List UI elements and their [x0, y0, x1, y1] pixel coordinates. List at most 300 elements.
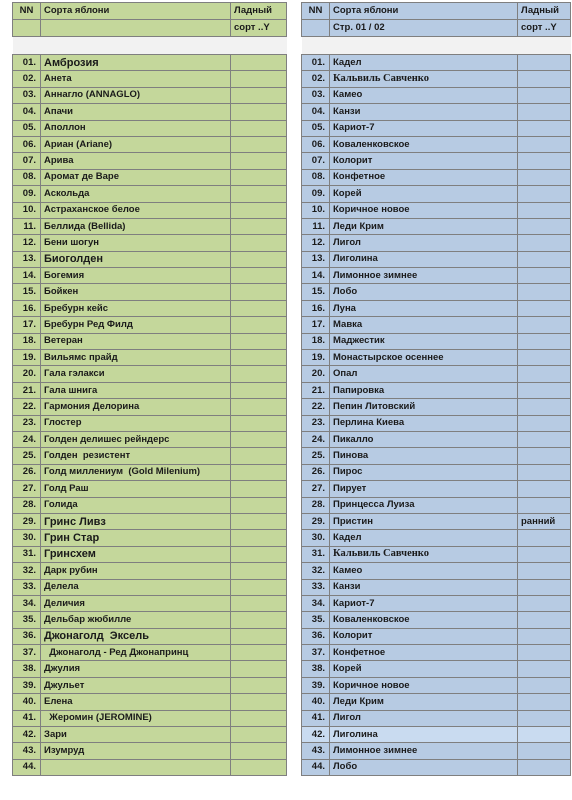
variety-name: Пирует: [330, 481, 518, 497]
table-row: [302, 759, 571, 775]
variety-note: [518, 595, 571, 611]
table-row: [302, 464, 571, 480]
variety-note: [518, 612, 571, 628]
variety-note: [518, 546, 571, 562]
table-row: [302, 481, 571, 497]
row-number: 01.: [13, 55, 41, 71]
table-row: [302, 202, 571, 218]
table-row: [13, 104, 287, 120]
table-row: [302, 169, 571, 185]
table-row: [13, 186, 287, 202]
variety-name: Вильямс прайд: [41, 350, 231, 366]
variety-note: [518, 235, 571, 251]
variety-note: [518, 579, 571, 595]
row-number: 40.: [13, 694, 41, 710]
right-header-title: Сорта яблони: [330, 3, 518, 20]
variety-note: [231, 645, 287, 661]
table-row: [302, 743, 571, 759]
variety-name: Дельбар жюбилле: [41, 612, 231, 628]
variety-note: [231, 431, 287, 447]
variety-note: [231, 694, 287, 710]
variety-name: Аромат де Варе: [41, 169, 231, 185]
left-varieties-table: [12, 2, 287, 776]
variety-note: [231, 350, 287, 366]
row-number: 41.: [13, 710, 41, 726]
table-row: [302, 300, 571, 316]
variety-name: Анета: [41, 71, 231, 87]
variety-name: Мавка: [330, 317, 518, 333]
row-number: 15.: [13, 284, 41, 300]
variety-name: Камео: [330, 87, 518, 103]
row-number: 39.: [302, 677, 330, 693]
variety-note: [231, 333, 287, 349]
table-row: [302, 333, 571, 349]
right-spacer-row: [302, 37, 571, 55]
table-row: [13, 218, 287, 234]
variety-name: Беллида (Bellida): [41, 218, 231, 234]
variety-name: Кальвиль Савченко: [330, 546, 518, 562]
variety-name: Леди Крим: [330, 694, 518, 710]
row-number: 16.: [302, 300, 330, 316]
table-row: [13, 136, 287, 152]
row-number: 09.: [302, 186, 330, 202]
variety-name: Коваленковское: [330, 612, 518, 628]
row-number: 01.: [302, 55, 330, 71]
row-number: 18.: [13, 333, 41, 349]
variety-note: [518, 169, 571, 185]
table-row: [302, 415, 571, 431]
variety-note: [231, 415, 287, 431]
variety-name: Лигол: [330, 235, 518, 251]
variety-name: Голида: [41, 497, 231, 513]
variety-note: [518, 677, 571, 693]
right-header-row-2: [302, 20, 571, 37]
table-row: [302, 399, 571, 415]
table-row: [13, 153, 287, 169]
row-number: 08.: [302, 169, 330, 185]
table-row: [13, 317, 287, 333]
variety-name: Елена: [41, 694, 231, 710]
variety-name: Принцесса Луиза: [330, 497, 518, 513]
variety-name: Пикалло: [330, 431, 518, 447]
variety-name: Грин Стар: [41, 530, 231, 546]
variety-name: Джульет: [41, 677, 231, 693]
variety-name: Лиголина: [330, 727, 518, 743]
row-number: 37.: [13, 645, 41, 661]
table-row: [302, 694, 571, 710]
variety-name: Аполлон: [41, 120, 231, 136]
table-row: [13, 563, 287, 579]
variety-note: [518, 743, 571, 759]
table-row: [302, 595, 571, 611]
table-row: [302, 186, 571, 202]
variety-note: [231, 218, 287, 234]
table-row: [302, 530, 571, 546]
row-number: 34.: [13, 595, 41, 611]
variety-name: Бребурн кейс: [41, 300, 231, 316]
table-row: [13, 399, 287, 415]
variety-name: Маджестик: [330, 333, 518, 349]
right-header-sub: Стр. 01 / 02: [330, 20, 518, 37]
variety-name: Перлина Киева: [330, 415, 518, 431]
table-row: [13, 497, 287, 513]
variety-note: [231, 546, 287, 562]
left-header-title: Сорта яблони: [41, 3, 231, 20]
left-header-sub: [41, 20, 231, 37]
variety-name: Кариот-7: [330, 120, 518, 136]
row-number: 11.: [13, 218, 41, 234]
variety-note: [231, 300, 287, 316]
right-header-col3-line1: Ладный: [518, 3, 571, 20]
variety-note: [231, 513, 287, 529]
row-number: 30.: [302, 530, 330, 546]
variety-note: [518, 530, 571, 546]
variety-note: [518, 727, 571, 743]
table-row: [13, 284, 287, 300]
variety-note: [518, 104, 571, 120]
variety-note: [231, 595, 287, 611]
variety-name: Коваленковское: [330, 136, 518, 152]
row-number: 12.: [302, 235, 330, 251]
row-number: 35.: [13, 612, 41, 628]
table-row: [13, 431, 287, 447]
variety-name: Голд миллениум (Gold Milenium): [41, 464, 231, 480]
row-number: 28.: [13, 497, 41, 513]
variety-name: Колорит: [330, 153, 518, 169]
variety-name: Делела: [41, 579, 231, 595]
row-number: 35.: [302, 612, 330, 628]
row-number: 30.: [13, 530, 41, 546]
table-row: [302, 55, 571, 71]
table-row: [302, 563, 571, 579]
table-row: [302, 497, 571, 513]
variety-note: [231, 464, 287, 480]
row-number: 33.: [13, 579, 41, 595]
right-table-body: [302, 3, 571, 776]
table-row: [302, 382, 571, 398]
variety-note: [518, 759, 571, 775]
table-row: [13, 694, 287, 710]
variety-name: Деличия: [41, 595, 231, 611]
table-row: [302, 284, 571, 300]
variety-name: Колорит: [330, 628, 518, 644]
variety-name: Голден делишес рейндерс: [41, 431, 231, 447]
variety-name: Бребурн Ред Филд: [41, 317, 231, 333]
row-number: 18.: [302, 333, 330, 349]
variety-name: Бойкен: [41, 284, 231, 300]
variety-note: [231, 612, 287, 628]
row-number: 37.: [302, 645, 330, 661]
variety-note: [231, 87, 287, 103]
variety-name: Изумруд: [41, 743, 231, 759]
variety-note: [231, 235, 287, 251]
row-number: 06.: [302, 136, 330, 152]
variety-name: Джулия: [41, 661, 231, 677]
variety-note: ранний: [518, 513, 571, 529]
row-number: 39.: [13, 677, 41, 693]
variety-name: Ариан (Ariane): [41, 136, 231, 152]
variety-note: [518, 186, 571, 202]
variety-note: [231, 71, 287, 87]
variety-name: Пепин Литовский: [330, 399, 518, 415]
table-row: [302, 87, 571, 103]
variety-name: Голд Раш: [41, 481, 231, 497]
variety-note: [231, 136, 287, 152]
table-row: [13, 333, 287, 349]
row-number: 29.: [13, 513, 41, 529]
variety-note: [231, 317, 287, 333]
table-row: [13, 677, 287, 693]
variety-note: [231, 530, 287, 546]
row-number: 17.: [302, 317, 330, 333]
table-row: [13, 448, 287, 464]
row-number: 25.: [13, 448, 41, 464]
row-number: 06.: [13, 136, 41, 152]
table-row: [13, 382, 287, 398]
variety-note: [518, 448, 571, 464]
variety-note: [231, 153, 287, 169]
variety-name: Гармония Делорина: [41, 399, 231, 415]
row-number: 33.: [302, 579, 330, 595]
row-number: 40.: [302, 694, 330, 710]
table-row: [13, 579, 287, 595]
row-number: 07.: [13, 153, 41, 169]
variety-note: [518, 87, 571, 103]
table-row: [13, 366, 287, 382]
left-table-body: [13, 3, 287, 776]
table-row: [13, 415, 287, 431]
variety-note: [518, 431, 571, 447]
variety-name: Лобо: [330, 759, 518, 775]
right-varieties-table: [301, 2, 571, 776]
variety-note: [518, 497, 571, 513]
table-row: [302, 218, 571, 234]
table-row: [13, 202, 287, 218]
variety-note: [518, 284, 571, 300]
table-row: [302, 104, 571, 120]
table-row: [13, 759, 287, 775]
variety-note: [518, 136, 571, 152]
variety-name: Богемия: [41, 268, 231, 284]
row-number: 16.: [13, 300, 41, 316]
row-number: 12.: [13, 235, 41, 251]
variety-note: [518, 694, 571, 710]
variety-note: [518, 661, 571, 677]
variety-note: [231, 497, 287, 513]
variety-note: [518, 645, 571, 661]
variety-note: [231, 481, 287, 497]
row-number: 08.: [13, 169, 41, 185]
table-row: [13, 612, 287, 628]
variety-note: [231, 382, 287, 398]
table-row: [13, 300, 287, 316]
variety-note: [231, 202, 287, 218]
variety-note: [518, 120, 571, 136]
table-row: [302, 645, 571, 661]
variety-note: [518, 481, 571, 497]
variety-note: [231, 579, 287, 595]
table-row: [13, 169, 287, 185]
variety-name: Биоголден: [41, 251, 231, 267]
variety-note: [231, 710, 287, 726]
variety-name: Корей: [330, 186, 518, 202]
table-row: [302, 710, 571, 726]
table-row: [302, 612, 571, 628]
variety-name: Коричное новое: [330, 202, 518, 218]
table-row: [13, 87, 287, 103]
row-number: 43.: [302, 743, 330, 759]
row-number: 13.: [13, 251, 41, 267]
table-row: [13, 350, 287, 366]
row-number: 07.: [302, 153, 330, 169]
variety-name: Апачи: [41, 104, 231, 120]
table-row: [302, 727, 571, 743]
variety-note: [518, 333, 571, 349]
variety-note: [518, 628, 571, 644]
variety-name: Папировка: [330, 382, 518, 398]
row-number: 04.: [13, 104, 41, 120]
row-number: 05.: [302, 120, 330, 136]
variety-name: Лимонное зимнее: [330, 268, 518, 284]
row-number: 04.: [302, 104, 330, 120]
variety-name: Амброзия: [41, 55, 231, 71]
variety-note: [518, 71, 571, 87]
row-number: 19.: [13, 350, 41, 366]
variety-note: [231, 448, 287, 464]
row-number: 23.: [13, 415, 41, 431]
variety-note: [518, 464, 571, 480]
row-number: 15.: [302, 284, 330, 300]
variety-note: [231, 268, 287, 284]
variety-note: [231, 284, 287, 300]
variety-name: Опал: [330, 366, 518, 382]
table-row: [302, 350, 571, 366]
variety-name: Джонаголд Эксель: [41, 628, 231, 644]
variety-note: [518, 317, 571, 333]
table-row: [13, 513, 287, 529]
variety-note: [231, 366, 287, 382]
table-row: [302, 431, 571, 447]
variety-name: Канзи: [330, 104, 518, 120]
variety-name: Аннагло (ANNAGLO): [41, 87, 231, 103]
table-row: [13, 595, 287, 611]
row-number: 14.: [302, 268, 330, 284]
table-row: [13, 55, 287, 71]
row-number: 26.: [13, 464, 41, 480]
variety-note: [518, 218, 571, 234]
variety-note: [231, 120, 287, 136]
table-row: [13, 546, 287, 562]
row-number: 32.: [13, 563, 41, 579]
row-number: 36.: [302, 628, 330, 644]
variety-name: Корей: [330, 661, 518, 677]
row-number: 29.: [302, 513, 330, 529]
row-number: 26.: [302, 464, 330, 480]
table-row: [302, 579, 571, 595]
table-row: [302, 136, 571, 152]
table-row: [302, 317, 571, 333]
row-number: 02.: [302, 71, 330, 87]
variety-note: [231, 661, 287, 677]
row-number: 38.: [13, 661, 41, 677]
variety-note: [231, 727, 287, 743]
variety-note: [518, 710, 571, 726]
table-row: [13, 235, 287, 251]
variety-name: Гринс Ливз: [41, 513, 231, 529]
row-number: 28.: [302, 497, 330, 513]
row-number: 31.: [13, 546, 41, 562]
row-number: 31.: [302, 546, 330, 562]
variety-name: Бени шогун: [41, 235, 231, 251]
variety-note: [231, 743, 287, 759]
variety-name: Кадел: [330, 55, 518, 71]
table-row: [302, 513, 571, 529]
variety-name: Зари: [41, 727, 231, 743]
row-number: 23.: [302, 415, 330, 431]
variety-name: Джонаголд - Ред Джонапринц: [41, 645, 231, 661]
variety-name: Лиголина: [330, 251, 518, 267]
variety-name: Лимонное зимнее: [330, 743, 518, 759]
row-number: 44.: [302, 759, 330, 775]
table-row: [302, 448, 571, 464]
variety-note: [518, 268, 571, 284]
table-row: [13, 727, 287, 743]
row-number: 20.: [13, 366, 41, 382]
variety-note: [231, 104, 287, 120]
variety-note: [231, 628, 287, 644]
variety-name: Арива: [41, 153, 231, 169]
table-row: [13, 120, 287, 136]
variety-note: [518, 366, 571, 382]
right-header-row-1: [302, 3, 571, 20]
variety-note: [518, 399, 571, 415]
row-number: 44.: [13, 759, 41, 775]
row-number: 20.: [302, 366, 330, 382]
variety-name: Гринсхем: [41, 546, 231, 562]
left-header-nn: NN: [13, 3, 41, 20]
right-header-nn: NN: [302, 3, 330, 20]
row-number: 05.: [13, 120, 41, 136]
variety-note: [518, 563, 571, 579]
left-header-col3-line1: Ладный: [231, 3, 287, 20]
row-number: 22.: [302, 399, 330, 415]
table-row: [302, 366, 571, 382]
variety-name: Голден резистент: [41, 448, 231, 464]
variety-note: [231, 759, 287, 775]
table-row: [13, 71, 287, 87]
row-number: 24.: [302, 431, 330, 447]
left-header-empty: [13, 20, 41, 37]
variety-name: Пирос: [330, 464, 518, 480]
row-number: 38.: [302, 661, 330, 677]
row-number: 32.: [302, 563, 330, 579]
row-number: 21.: [13, 382, 41, 398]
variety-note: [231, 399, 287, 415]
variety-note: [518, 350, 571, 366]
row-number: 42.: [302, 727, 330, 743]
table-row: [13, 628, 287, 644]
variety-name: Леди Крим: [330, 218, 518, 234]
variety-name: Гала шнига: [41, 382, 231, 398]
table-row: [13, 710, 287, 726]
variety-name: Ветеран: [41, 333, 231, 349]
row-number: 11.: [302, 218, 330, 234]
row-number: 34.: [302, 595, 330, 611]
variety-name: Конфетное: [330, 645, 518, 661]
variety-name: Гала гэлакси: [41, 366, 231, 382]
left-spacer-row: [13, 37, 287, 55]
variety-name: Пинова: [330, 448, 518, 464]
